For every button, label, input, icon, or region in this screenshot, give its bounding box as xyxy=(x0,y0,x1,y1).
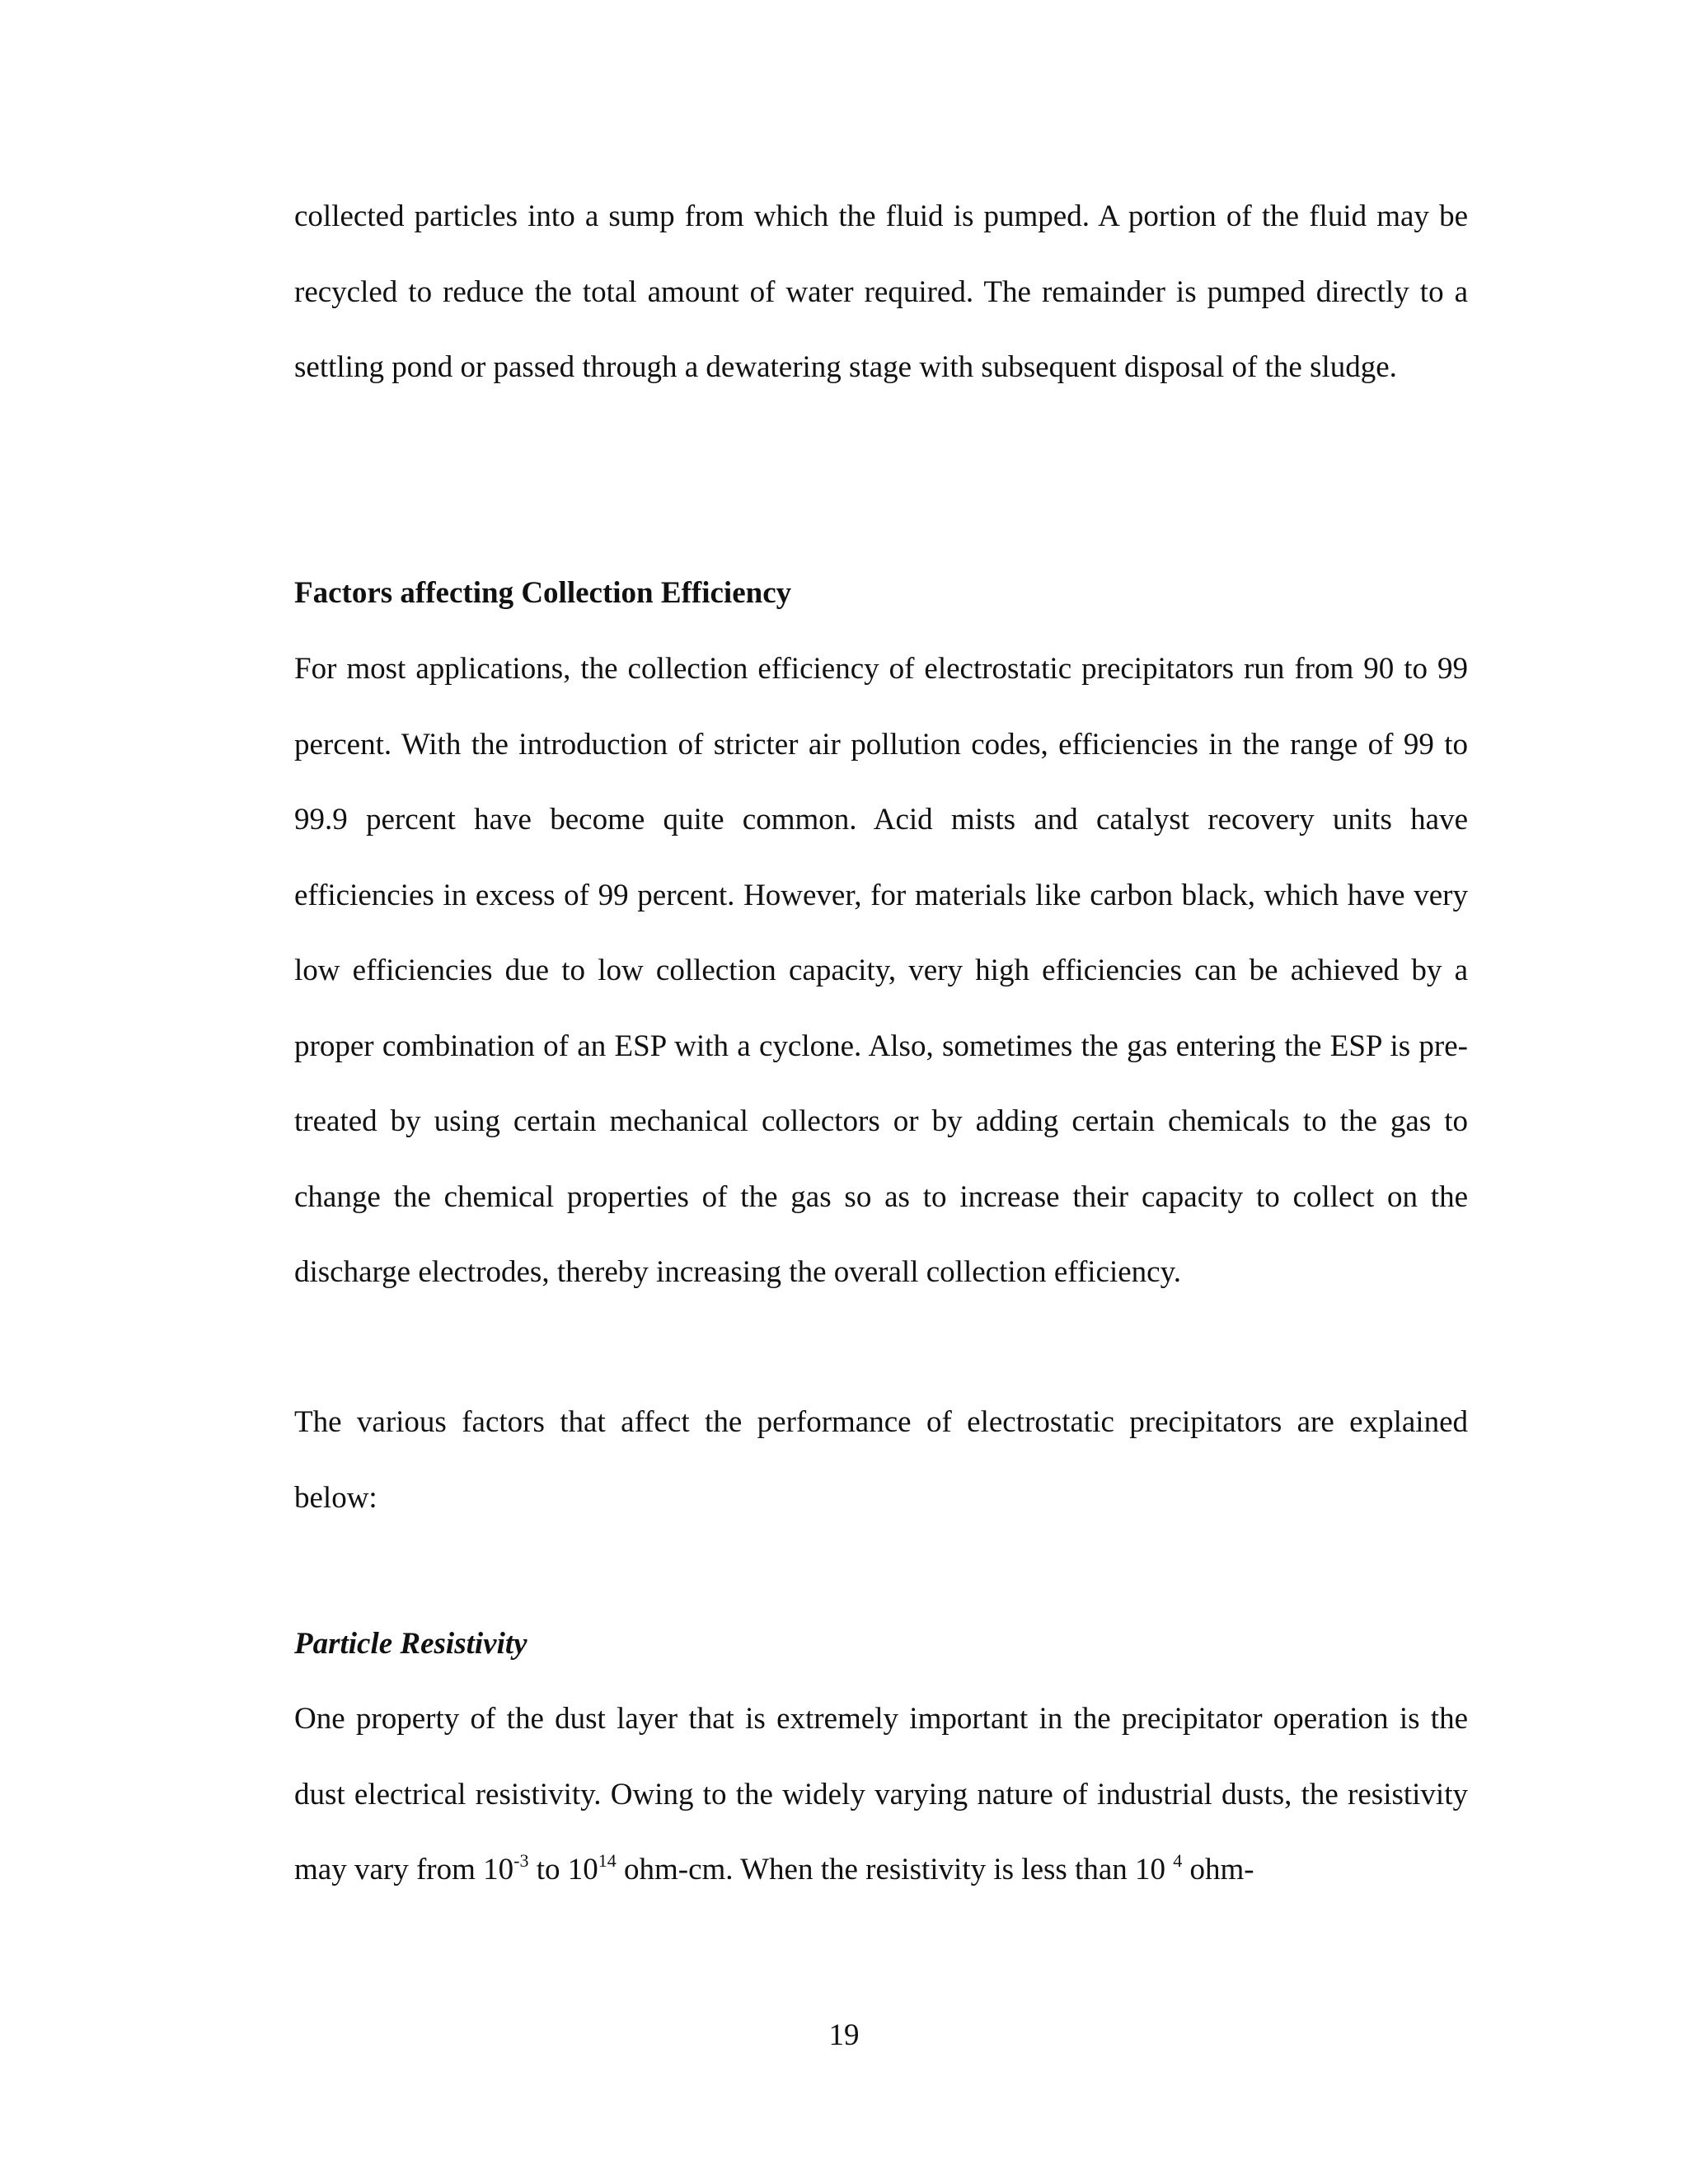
body-paragraph: The various factors that affect the performance of electrostatic precipitators are explained below: xyxy=(294,1405,1468,1515)
text-run: ohm-cm. When the resistivity is less than 10 xyxy=(616,1853,1174,1886)
body-paragraph: collected particles into a sump from which the fluid is pumped. A portion of the fluid may be recycled to reduce the total amount of water required. The remainder is pumped directly to a settling pond or passed through a dewatering stage with subsequent disposal of the sludge. xyxy=(294,199,1468,384)
superscript: -3 xyxy=(513,1850,529,1871)
subsection-heading: Particle Resistivity xyxy=(294,1627,528,1661)
text-run: One property of the dust layer that is extremely important in the precipitator operation is the dust electrical resistivity. Owing to the widely varying nature of industrial dusts, the resistivity may vary from 10 xyxy=(294,1702,1468,1886)
superscript: 14 xyxy=(598,1850,617,1871)
section-heading: Factors affecting Collection Efficiency xyxy=(294,576,792,610)
body-paragraph: For most applications, the collection efficiency of electrostatic precipitators run from 90 to 99 percent. With the introduction of stricter air pollution codes, efficiencies in the range of 99 to 99.9 percent have become quite common. Acid mists and catalyst recovery units have efficiencies in excess of 99 percent. However, for materials like carbon black, which have very low efficiencies due to low collection capacity, very high efficiencies can be achieved by a proper combination of an ESP with a cyclone. Also, sometimes the gas entering the ESP is pre-treated by using certain mechanical collectors or by adding certain chemicals to the gas to change the chemical properties of the gas so as to increase their capacity to collect on the discharge electrodes, thereby increasing the overall collection efficiency. xyxy=(294,652,1468,1289)
page-number: 19 xyxy=(828,2018,860,2052)
text-run: ohm- xyxy=(1182,1853,1254,1886)
superscript: 4 xyxy=(1173,1850,1183,1871)
body-paragraph xyxy=(294,1681,1468,1908)
text-run: to 10 xyxy=(528,1853,598,1886)
